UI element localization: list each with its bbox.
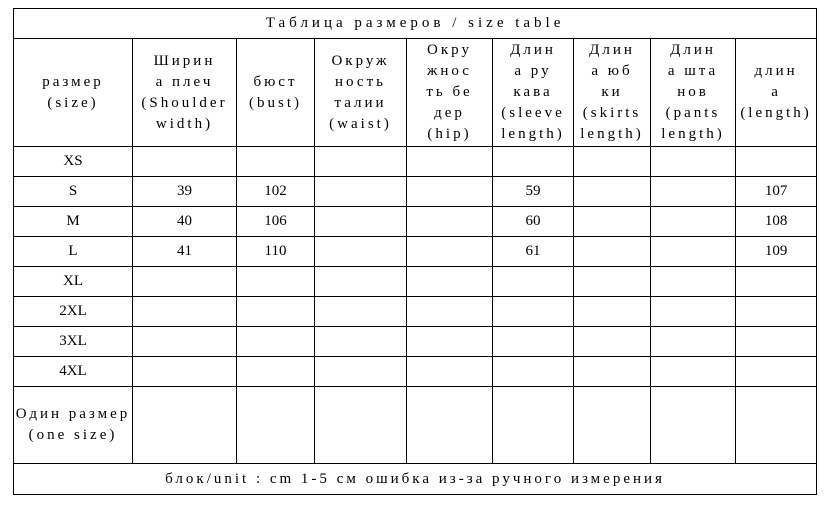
size-table	[13, 8, 817, 495]
table-cell	[407, 177, 493, 207]
table-cell: 106	[237, 207, 315, 237]
table-row	[14, 297, 817, 327]
table-cell	[407, 297, 493, 327]
table-cell	[407, 207, 493, 237]
size-label: 2XL	[14, 297, 133, 327]
table-cell: 61	[493, 237, 574, 267]
table-cell	[493, 267, 574, 297]
table-cell	[407, 327, 493, 357]
table-cell	[651, 387, 736, 464]
table-cell	[315, 207, 407, 237]
table-cell	[237, 387, 315, 464]
table-cell	[493, 357, 574, 387]
table-cell	[574, 327, 651, 357]
table-cell	[651, 207, 736, 237]
table-cell: 102	[237, 177, 315, 207]
table-cell	[493, 327, 574, 357]
table-cell	[407, 357, 493, 387]
table-cell	[133, 327, 237, 357]
size-label: S	[14, 177, 133, 207]
size-label: M	[14, 207, 133, 237]
table-cell	[574, 267, 651, 297]
table-cell: 110	[237, 237, 315, 267]
table-cell	[651, 267, 736, 297]
table-cell	[315, 147, 407, 177]
table-cell	[133, 267, 237, 297]
table-cell	[315, 357, 407, 387]
table-cell	[133, 357, 237, 387]
table-cell	[651, 357, 736, 387]
table-cell	[237, 327, 315, 357]
table-cell	[237, 357, 315, 387]
table-cell: 40	[133, 207, 237, 237]
table-cell	[315, 327, 407, 357]
table-cell	[736, 327, 817, 357]
table-title: Таблица размеров / size table	[14, 9, 817, 39]
table-cell	[315, 387, 407, 464]
table-cell	[407, 147, 493, 177]
table-cell	[736, 267, 817, 297]
header-row	[14, 39, 817, 147]
table-cell	[407, 237, 493, 267]
table-cell	[736, 147, 817, 177]
table-cell	[574, 237, 651, 267]
table-cell	[237, 267, 315, 297]
table-cell: 59	[493, 177, 574, 207]
table-row	[14, 327, 817, 357]
table-cell	[493, 147, 574, 177]
table-cell	[574, 177, 651, 207]
table-cell	[315, 177, 407, 207]
table-cell	[736, 357, 817, 387]
table-cell	[651, 297, 736, 327]
table-row	[14, 147, 817, 177]
column-header: Длин а ру кава (sleeve length)	[493, 39, 574, 147]
table-cell	[133, 297, 237, 327]
size-label: 3XL	[14, 327, 133, 357]
table-cell	[651, 327, 736, 357]
table-cell	[574, 297, 651, 327]
size-chart	[13, 8, 816, 498]
table-cell	[493, 297, 574, 327]
column-header: Окруж ность талии (waist)	[315, 39, 407, 147]
table-cell: 109	[736, 237, 817, 267]
table-cell: 39	[133, 177, 237, 207]
size-label: 4XL	[14, 357, 133, 387]
table-cell: 108	[736, 207, 817, 237]
table-row	[14, 237, 817, 267]
column-header: Длин а юб ки (skirts length)	[574, 39, 651, 147]
table-row	[14, 357, 817, 387]
table-cell	[315, 237, 407, 267]
table-cell: 60	[493, 207, 574, 237]
table-cell	[574, 357, 651, 387]
column-header: Окру жнос ть бе дер (hip)	[407, 39, 493, 147]
table-row	[14, 207, 817, 237]
table-cell	[651, 147, 736, 177]
size-label: Один размер (one size)	[14, 387, 133, 464]
table-cell	[736, 297, 817, 327]
table-cell	[574, 207, 651, 237]
table-cell	[315, 267, 407, 297]
table-row	[14, 177, 817, 207]
table-cell	[407, 387, 493, 464]
column-header: размер (size)	[14, 39, 133, 147]
table-cell	[574, 147, 651, 177]
table-cell	[315, 297, 407, 327]
size-label: XL	[14, 267, 133, 297]
column-header: бюст (bust)	[237, 39, 315, 147]
column-header: Длин а шта нов (pants length)	[651, 39, 736, 147]
size-label: L	[14, 237, 133, 267]
table-cell	[133, 387, 237, 464]
table-footer-note: блок/unit : cm 1-5 см ошибка из-за ручного измерения	[14, 464, 817, 495]
table-cell	[407, 267, 493, 297]
table-cell	[574, 387, 651, 464]
size-label: XS	[14, 147, 133, 177]
table-row	[14, 267, 817, 297]
table-cell	[133, 147, 237, 177]
table-cell	[651, 177, 736, 207]
column-header: Ширин а плеч (Shoulder width)	[133, 39, 237, 147]
table-row	[14, 387, 817, 464]
table-cell: 107	[736, 177, 817, 207]
table-cell	[493, 387, 574, 464]
table-cell: 41	[133, 237, 237, 267]
table-cell	[237, 147, 315, 177]
table-cell	[651, 237, 736, 267]
column-header: длин а (length)	[736, 39, 817, 147]
table-cell	[237, 297, 315, 327]
footer-row	[14, 464, 817, 495]
table-cell	[736, 387, 817, 464]
